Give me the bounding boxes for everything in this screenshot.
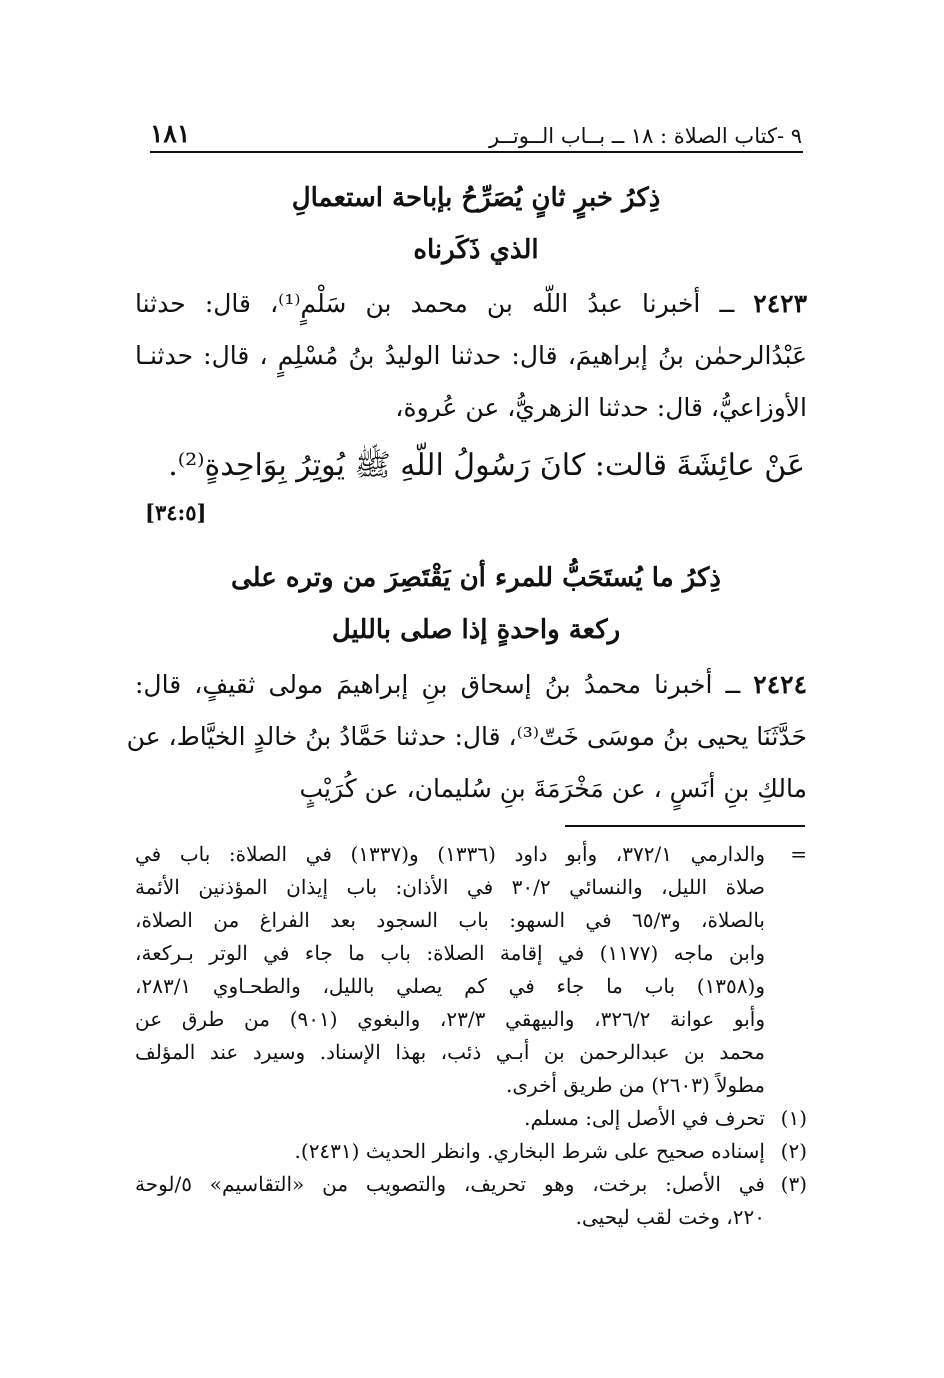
- heading-line: ذِكرُ ما يُستَحَبُّ للمرء أن يَقْتَصِرَ من وتره على: [230, 563, 721, 593]
- section-heading-1: [150, 172, 802, 276]
- page-header: [150, 112, 802, 148]
- hadith-2424: [126, 659, 807, 815]
- hadith-text: ــ أخبرنا محمدُ بنُ إسحاق بنِ إبراهيمَ مولى ثقيفٍ، قال:: [135, 670, 741, 699]
- hadith-text: ــ أخبرنا عبدُ اللّه بن محمد بن سَلْمٍ⁽¹⁾، قال: حدثنا: [135, 289, 735, 318]
- footnote-marker: =: [790, 842, 807, 866]
- hadith-matn: عَنْ عائِشَةَ قالت: كانَ رَسُولُ اللّهِ ﷺ يُوتِرُ بِوَاحِدةٍ⁽²⁾.: [168, 448, 805, 483]
- section-heading-2: [150, 552, 802, 656]
- page-number: ١٨١: [150, 119, 191, 148]
- footnotes: [135, 838, 807, 1234]
- footnote-continued: [135, 838, 807, 1102]
- footnote-marker: (١): [780, 1106, 807, 1130]
- footnote-line: وأبو عوانة ٣٢٦/٢، والبيهقي ٢٣/٣، والبغوي (٩٠١) من طرق عن: [135, 1007, 765, 1031]
- hadith-number: ٢٤٢٣: [753, 289, 808, 318]
- hadith-line: الأوزاعيُّ، قال: حدثنا الزهريُّ، عن عُروة،: [395, 393, 807, 422]
- footnote-marker: (٢): [780, 1139, 807, 1163]
- footnote-marker: (٣): [780, 1172, 807, 1196]
- hadith-line: حَدَّثَنَا يحيى بنُ موسَى خَتّ⁽³⁾، قال: حدثنا حَمَّادُ بنُ خالدٍ الخيَّاط، عن: [126, 722, 807, 751]
- footnote-2: [135, 1135, 807, 1168]
- hadith-number: ٢٤٢٤: [753, 670, 807, 699]
- footnote-line: صلاة الليل، والنسائي ٣٠/٢ في الأذان: باب إيذان المؤذنين الأئمة: [135, 875, 766, 899]
- heading-line: الذي ذَكَرناه: [413, 235, 539, 265]
- footnote-body: [135, 1135, 765, 1168]
- heading-line: ذِكرُ خبرٍ ثانٍ يُصَرِّحُ بإباحة استعمالِ: [291, 183, 661, 213]
- running-head: ٩ -كتاب الصلاة : ١٨ ــ بــاب الــوتــر: [489, 124, 802, 148]
- hadith-line: عَبْدُالرحمٰن بنُ إبراهيمَ، قال: حدثنا الوليدُ بنُ مُسْلِمٍ ، قال: حدثنـا: [135, 341, 807, 370]
- footnote-line: ٢٢٠، وخت لقب ليحيى.: [575, 1205, 765, 1229]
- footnote-body: [135, 1168, 765, 1234]
- hadith-2423: [135, 278, 807, 434]
- footnote-body: [135, 1102, 765, 1135]
- footnote-line: في الأصل: برخت، وهو تحريف، والتصويب من «التقاسيم» ٥/لوحة: [135, 1172, 765, 1196]
- heading-line: ركعة واحدةٍ إذا صلى بالليل: [331, 615, 621, 645]
- footnote-line: مطولاً (٢٦٠٣) من طريق أخرى.: [506, 1073, 765, 1097]
- footnote-line: إسناده صحيح على شرط البخاري. وانظر الحديث (٢٤٣١).: [294, 1139, 765, 1163]
- footnote-1: [135, 1102, 807, 1135]
- footnote-line: و(١٣٥٨) باب ما جاء في كم يصلي بالليل، والطحـاوي ٢٨٣/١،: [135, 974, 765, 998]
- hadith-line: مالكِ بنِ أنَسٍ ، عن مَخْرَمَةَ بنِ سُليمان، عن كُرَيْبٍ: [299, 774, 807, 803]
- footnote-3: [135, 1168, 807, 1234]
- footnote-line: تحرف في الأصل إلى: مسلم.: [524, 1106, 765, 1130]
- footnote-line: والدارمي ٣٧٢/١، وأبو داود (١٣٣٦) و(١٣٣٧) في الصلاة: باب في: [135, 842, 765, 866]
- hadith-line: [135, 278, 807, 330]
- header-rule: [150, 151, 803, 153]
- footnote-body: [135, 838, 765, 1102]
- footnote-separator: [565, 825, 805, 827]
- footnote-line: بالصلاة، و٦٥/٣ في السهو: باب السجود بعد الفراغ من الصلاة،: [135, 908, 765, 932]
- footnote-line: محمد بن عبدالرحمن بن أبـي ذئب، بهذا الإسناد. وسيرد عند المؤلف: [135, 1040, 765, 1064]
- hadith-line: [135, 659, 807, 711]
- footnote-line: وابن ماجه (١١٧٧) في إقامة الصلاة: باب ما جاء في الوتر بـركعة،: [135, 941, 765, 965]
- takhrij-reference: [٣٤:٥]: [145, 500, 207, 525]
